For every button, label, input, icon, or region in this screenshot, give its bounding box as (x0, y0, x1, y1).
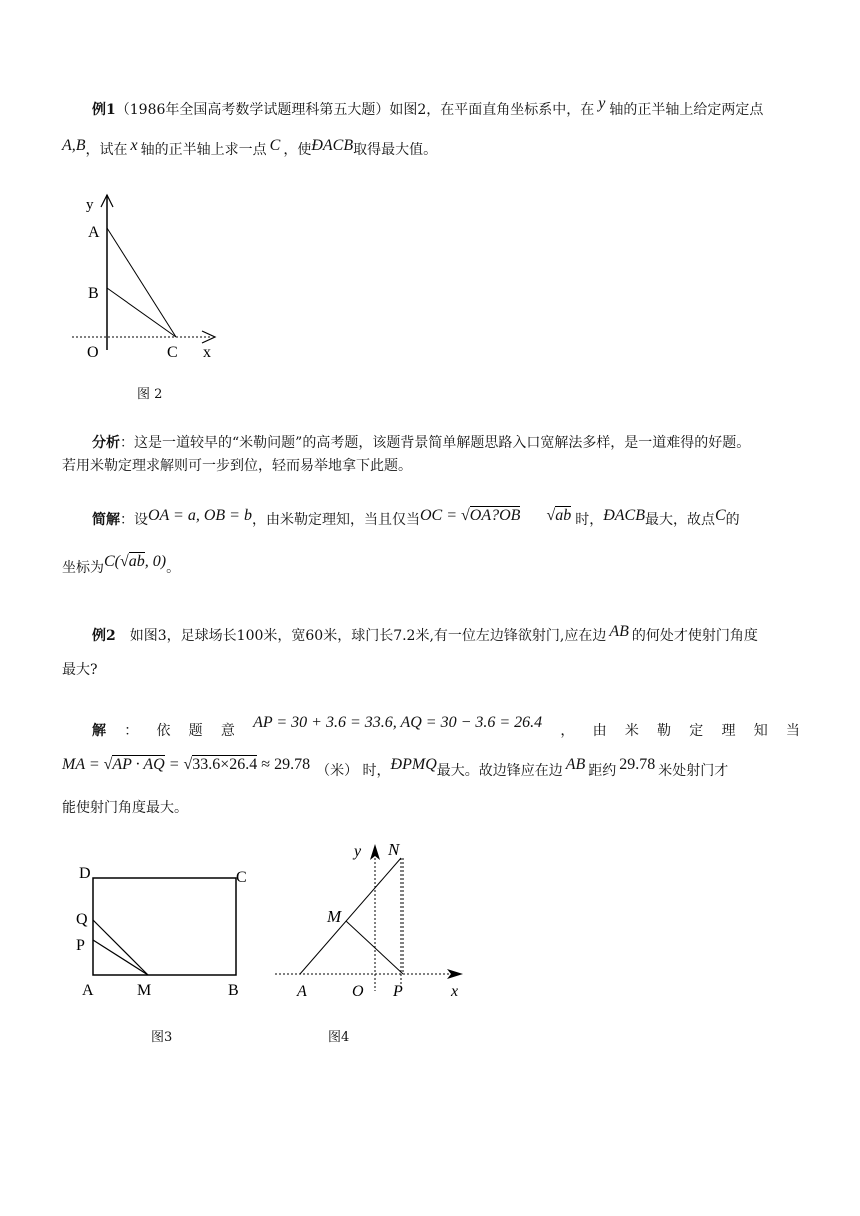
solution-text-5: 的 (725, 512, 740, 528)
sol2-word-11: 知 (753, 723, 768, 739)
example1-text-d: 取得最大值。 (353, 142, 438, 158)
fig3-label-m: M (137, 982, 152, 999)
formula-ma (62, 756, 310, 773)
fig2-label-y: y (86, 197, 94, 213)
formula-ma-left: MA = (62, 756, 104, 773)
formula-oc-left: OC = (419, 507, 461, 524)
solution-line1 (92, 507, 740, 530)
sol2-word-10: 理 (721, 723, 736, 739)
fig3-label-a: A (82, 982, 94, 999)
sol2-word-9: 定 (689, 723, 704, 739)
formula-ma-result: ≈ 29.78 (257, 756, 311, 773)
figure-3-caption: 图3 (151, 1030, 173, 1045)
fig4-label-p: P (393, 983, 403, 1000)
solution2-line1 (92, 714, 800, 741)
fig2-label-a: A (88, 224, 100, 241)
fig2-label-c: C (167, 344, 178, 361)
sol2-word-7: 米 (624, 723, 639, 739)
formula-ma-radicand-1: AP · AQ (112, 756, 165, 773)
analysis-label: 分析 (92, 435, 120, 451)
fig4-label-o: O (352, 983, 364, 1000)
formula-ma-radicand-2: 33.6×26.4 (192, 756, 258, 773)
math-angle-acb-2: ÐACB (603, 507, 645, 524)
sol2-word-6: 由 (592, 723, 607, 739)
analysis-text: 这是一道较早的“米勒问题”的高考题，该题背景简单解题思路入口宽解法多样，是一道难得的好题。 (134, 435, 751, 451)
math-y: y (598, 95, 606, 112)
example1-line1 (92, 95, 764, 120)
fig3-label-p: P (76, 937, 85, 954)
sol2-word-2: 依 (156, 723, 171, 739)
solution-line2 (62, 553, 181, 578)
fig3-label-q: Q (76, 911, 88, 928)
example1-line2 (62, 137, 438, 160)
solution-text-7: 。 (166, 560, 181, 576)
example2-text-a: 如图3，足球场长100米，宽60米，球门长7.2米,有一位左边锋欲射门,应在边 (129, 628, 607, 644)
sol2-word-8: 勒 (657, 723, 672, 739)
example1-text-b: 轴的正半轴上求一点 (140, 142, 267, 158)
sol2-word-12: 当 (785, 723, 800, 739)
sol2-text-1: （米） 时， (316, 763, 391, 779)
example1-text-c: ，使 (283, 142, 312, 158)
solution-colon: ： (120, 512, 134, 528)
fig3-label-c: C (236, 869, 247, 886)
analysis-line2: 若用米勒定理求解则可一步到位，轻而易举地拿下此题。 (62, 458, 412, 474)
analysis-colon: ： (120, 435, 134, 451)
solution2-line3: 能使射门角度最大。 (62, 800, 188, 816)
fig3-label-d: D (79, 865, 91, 882)
solution2-line2 (62, 756, 729, 781)
sol2-text-2: 最大。故边锋应在边 (436, 763, 563, 779)
fig4-label-a: A (297, 983, 307, 1000)
formula-oc (420, 507, 571, 524)
math-c-2: C (715, 507, 726, 524)
fig4-label-y: y (354, 843, 362, 860)
formula-oc-radicand: OA?OB (469, 507, 521, 524)
example2-line1 (92, 623, 758, 646)
figure-4-diagram (270, 836, 470, 1006)
example1-text-tail: 轴的正半轴上给定两定点 (609, 102, 764, 118)
sqrt-sign-5: √ (183, 756, 193, 773)
figure-3-diagram (68, 858, 268, 1003)
analysis-line1 (92, 433, 750, 453)
distance-value: 29.78 (619, 756, 656, 773)
fig4-label-n: N (388, 840, 400, 859)
solution-text-2: ，由米勒定理知，当且仅当 (251, 512, 420, 528)
math-c: C (269, 137, 281, 154)
sol2-word-3: 题 (188, 723, 203, 739)
math-angle-acb: ÐACB (311, 137, 354, 154)
fig3-label-b: B (228, 982, 239, 999)
solution-text-4: 最大，故点 (645, 512, 715, 528)
solution2-label: 解 (92, 723, 106, 739)
math-ab-side: AB (609, 623, 629, 640)
formula-ma-eq: = (164, 756, 184, 773)
math-ab: A,B (62, 137, 86, 154)
formula-oa-ob: OA = a, OB = b (148, 507, 252, 524)
example1-text: （1986年全国高考数学试题理科第五大题）如图2，在平面直角坐标系中，在 (115, 102, 595, 118)
math-angle-pmq: ÐPMQ (390, 756, 437, 773)
sqrt-sign-4: √ (103, 756, 113, 773)
figure-2-diagram (60, 190, 230, 365)
coord-open: C( (104, 553, 120, 570)
solution-label: 简解 (92, 512, 120, 528)
figure-2-caption: 图 2 (137, 387, 163, 402)
sol2-word-1: ： (124, 723, 139, 739)
fig2-label-x: x (203, 344, 211, 361)
example2-label: 例2 (92, 628, 116, 644)
fig4-label-x: x (451, 983, 459, 1000)
fig4-label-m: M (327, 907, 342, 926)
formula-c-coord (104, 553, 166, 570)
sol2-text-4: 米处射门才 (658, 763, 729, 779)
example2-text-b: 的何处才使射门角度 (631, 628, 758, 644)
coord-close: , 0) (144, 553, 167, 570)
example1-text-a: ，试在 (85, 142, 128, 158)
sqrt-sign: √ (461, 507, 470, 524)
solution-text-3: 时， (575, 512, 604, 528)
sol2-word-5: ， (560, 723, 575, 739)
solution-text-6: 坐标为 (62, 560, 104, 576)
sqrt-sign-2: √ (546, 507, 556, 524)
formula-sqrt-ab: ab (555, 507, 572, 524)
coord-sqrt-ab: ab (128, 553, 145, 570)
formula-ap-aq: AP = 30 + 3.6 = 33.6, AQ = 30 − 3.6 = 26.4 (253, 714, 543, 731)
sqrt-sign-3: √ (120, 553, 129, 570)
fig2-label-b: B (88, 285, 99, 302)
solution-text-1: 设 (134, 512, 148, 528)
figure-4-caption: 图4 (328, 1030, 350, 1045)
math-ab-side-2: AB (565, 756, 586, 773)
sol2-word-4: 意 (220, 723, 235, 739)
math-x: x (130, 137, 138, 154)
example1-label: 例1 (92, 102, 116, 118)
fig2-label-o: O (87, 344, 99, 361)
example2-line2: 最大? (62, 662, 98, 678)
sol2-text-3: 距约 (588, 763, 617, 779)
